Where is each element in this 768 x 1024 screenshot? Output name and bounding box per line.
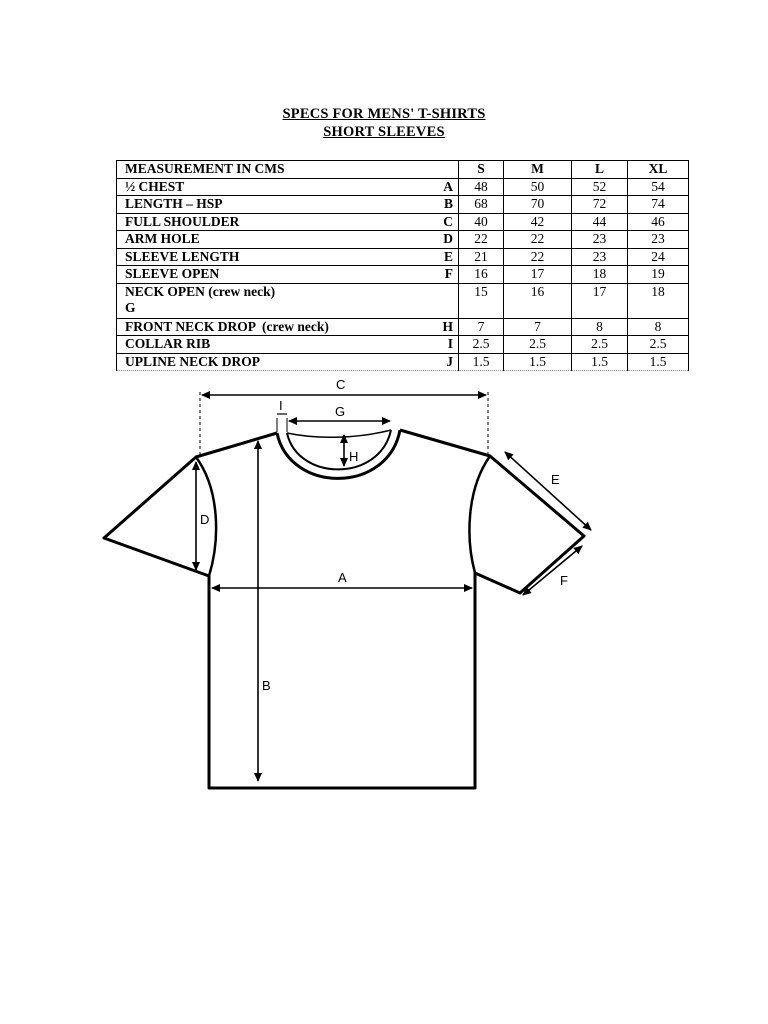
label-d: D [200, 512, 210, 527]
label-i: I [279, 398, 283, 413]
value-cell: 1.5 [504, 353, 572, 371]
value-cell: 18 [628, 283, 689, 318]
value-cell: 72 [572, 196, 628, 214]
row-label: FULL SHOULDER [125, 213, 240, 229]
tshirt-outline [104, 430, 584, 788]
label-e: E [551, 472, 560, 487]
value-cell: 2.5 [504, 336, 572, 354]
row-label: COLLAR RIB [125, 336, 211, 351]
page-title: SPECS FOR MENS' T-SHIRTS [282, 106, 486, 122]
value-cell: 70 [504, 196, 572, 214]
value-cell: 15 [459, 283, 504, 318]
page-subtitle: SHORT SLEEVES [323, 124, 445, 140]
value-cell: 1.5 [572, 353, 628, 371]
row-label: ARM HOLE [125, 231, 200, 246]
value-cell: 23 [628, 231, 689, 249]
value-cell: 42 [504, 213, 572, 231]
row-label: NECK OPEN (crew neck) [125, 283, 276, 299]
label-f: F [560, 573, 568, 588]
value-cell: 17 [572, 283, 628, 318]
value-cell: 7 [504, 318, 572, 336]
label-g: G [335, 404, 346, 419]
label-c: C [336, 377, 346, 392]
size-header-m: M [504, 161, 572, 179]
row-label: UPLINE NECK DROP [125, 353, 261, 369]
value-cell: 18 [572, 266, 628, 284]
value-cell: 1.5 [459, 353, 504, 371]
row-label: SLEEVE OPEN [125, 266, 220, 281]
row-code: I [447, 336, 453, 351]
value-cell: 22 [504, 231, 572, 249]
value-cell: 54 [628, 178, 689, 196]
value-cell: 48 [459, 178, 504, 196]
label-a: A [338, 570, 347, 585]
value-cell: 2.5 [572, 336, 628, 354]
value-cell: 2.5 [628, 336, 689, 354]
value-cell: 16 [459, 266, 504, 284]
value-cell: 24 [628, 248, 689, 266]
value-cell: 40 [459, 213, 504, 231]
front-neckline [287, 430, 391, 437]
row-label: SLEEVE LENGTH [125, 248, 240, 264]
size-header-s: S [459, 161, 504, 179]
dimension-f-arrow [523, 546, 582, 595]
row-code: J [446, 353, 453, 369]
value-cell: 2.5 [459, 336, 504, 354]
row-code: C [443, 213, 453, 229]
value-cell: 8 [628, 318, 689, 336]
value-cell: 22 [459, 231, 504, 249]
label-b: B [262, 678, 271, 693]
table-header-label: MEASUREMENT IN CMS [117, 161, 459, 179]
row-label: LENGTH – HSP [125, 196, 223, 211]
right-armhole-seam [469, 456, 490, 573]
value-cell: 74 [628, 196, 689, 214]
tshirt-body-outline [104, 430, 584, 788]
row-code: D [443, 231, 453, 246]
row-code: B [443, 196, 453, 211]
value-cell: 52 [572, 178, 628, 196]
value-cell: 19 [628, 266, 689, 284]
row-code: H [442, 318, 453, 334]
value-cell: 50 [504, 178, 572, 196]
value-cell: 68 [459, 196, 504, 214]
value-cell: 46 [628, 213, 689, 231]
value-cell: 44 [572, 213, 628, 231]
value-cell: 22 [504, 248, 572, 266]
dimension-labels [200, 377, 568, 693]
dimension-e-arrow [505, 452, 591, 530]
row-code: F [444, 266, 453, 281]
value-cell: 8 [572, 318, 628, 336]
row-code: A [443, 178, 453, 194]
value-cell: 21 [459, 248, 504, 266]
value-cell: 1.5 [628, 353, 689, 371]
row-label: FRONT NECK DROP (crew neck) [125, 318, 329, 334]
row-label: ½ CHEST [125, 178, 185, 194]
size-header-xl: XL [628, 161, 689, 179]
value-cell: 7 [459, 318, 504, 336]
row-code: G [125, 300, 136, 315]
label-h: H [349, 449, 359, 464]
row-code: E [443, 248, 453, 264]
size-header-l: L [572, 161, 628, 179]
value-cell: 23 [572, 231, 628, 249]
value-cell: 16 [504, 283, 572, 318]
value-cell: 17 [504, 266, 572, 284]
value-cell: 23 [572, 248, 628, 266]
